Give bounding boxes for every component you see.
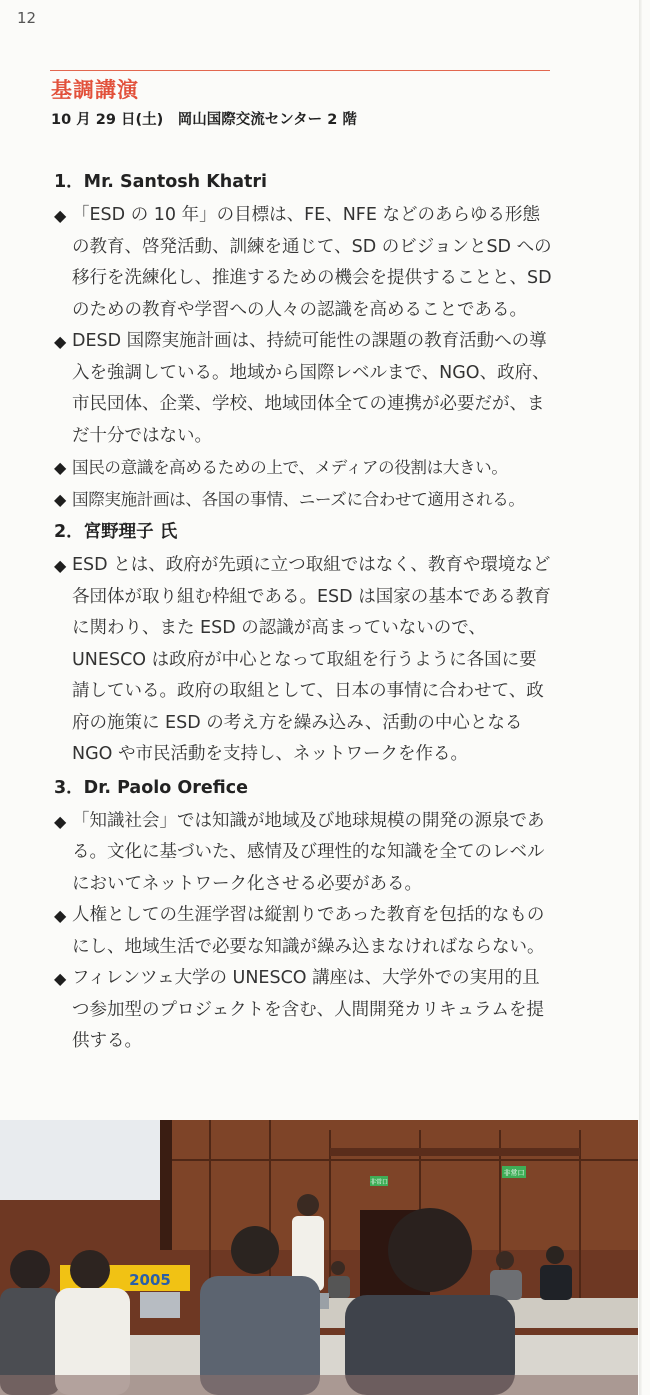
exit-sign-right-text: 非常口	[503, 1169, 525, 1177]
title-rule	[50, 70, 550, 71]
ceiling-strip	[330, 1148, 580, 1156]
bullet-text: ESD とは、政府が先頭に立つ取組ではなく、教育や環境など各団体が取り組む枠組である。ESD は国家の基本である教育に関わり、また ESD の認識が高まっていないので、UNESCO は政府が中心となって取組を行うように各国に要請している。政府の取組として、日本の事情に合わせて、政府の施策に ESD の考え方を繰み込み、活動の中心となる NGO や市民活動を支持し、ネットワークを作る。	[72, 555, 551, 764]
diamond-bullet-icon: ◆	[54, 906, 67, 925]
diamond-bullet-icon: ◆	[54, 556, 67, 575]
diamond-bullet-icon: ◆	[54, 489, 66, 509]
event-banner-text: 2005	[129, 1271, 171, 1289]
laptop	[140, 1292, 180, 1318]
diamond-bullet-icon: ◆	[54, 969, 67, 988]
diamond-bullet-icon: ◆	[54, 332, 67, 351]
event-date-location: 10 月 29 日(土) 岡山国際交流センター 2 階	[51, 112, 357, 128]
bullet-item	[54, 484, 554, 516]
screen-frame	[160, 1120, 172, 1250]
page-edge	[639, 0, 642, 1395]
exit-sign-left-text: 非常口	[369, 1179, 389, 1186]
speaker-heading: 1．Mr. Santosh Khatri	[54, 172, 268, 192]
bullet-item	[54, 806, 554, 901]
speaker-heading: 3．Dr. Paolo Orefice	[54, 777, 248, 798]
diamond-bullet-icon: ◆	[54, 811, 67, 831]
bullet-text: 国民の意識を高めるための上で、メディアの役割は大きい。	[72, 458, 508, 477]
bullet-item	[54, 452, 554, 484]
projection-screen	[0, 1120, 160, 1200]
bullet-item	[54, 326, 554, 452]
bullet-item	[54, 550, 554, 771]
bullet-text: フィレンツェ大学の UNESCO 講座は、大学外での実用的且つ参加型のプロジェクトを含む、人間開発カリキュラムを提供する。	[72, 968, 544, 1051]
conference-photo	[0, 1120, 638, 1395]
conference-photo-drawing	[0, 1120, 638, 1395]
lecture-summary	[54, 165, 554, 1058]
section-title: 基調講演	[51, 78, 139, 102]
page-number: 12	[17, 9, 37, 27]
bullet-item	[54, 900, 554, 963]
bullet-text: 国際実施計画は、各国の事情、ニーズに合わせて適用される。	[72, 489, 525, 509]
bullet-text: DESD 国際実施計画は、持続可能性の課題の教育活動への導入を強調している。地域から国際レベルまで、NGO、政府、市民団体、企業、学校、地域団体全ての連携が必要だが、まだ十分ではない。	[72, 331, 550, 446]
bullet-text: 人権としての生涯学習は縦割りであった教育を包括的なものにし、地域生活で必要な知識が繰み込まなければならない。	[72, 905, 545, 957]
diamond-bullet-icon: ◆	[54, 206, 67, 225]
diamond-bullet-icon: ◆	[54, 458, 66, 477]
speaker-heading: 2．宮野理子 氏	[54, 522, 178, 542]
bullet-text: 「知識社会」では知識が地域及び地球規模の開発の源泉である。文化に基づいた、感情及び理性的な知識を全てのレベルにおいてネットワーク化させる必要がある。	[72, 810, 545, 894]
bullet-item	[54, 963, 554, 1058]
bullet-item	[54, 200, 554, 326]
floor	[0, 1375, 638, 1395]
bullet-text: 「ESD の 10 年」の目標は、FE、NFE などのあらゆる形態の教育、啓発活動、訓練を通じて、SD のビジョンとSD への移行を洗練化し、推進するための機会を提供することと、SD のための教育や学習への人々の認識を高めることである。	[72, 205, 552, 320]
